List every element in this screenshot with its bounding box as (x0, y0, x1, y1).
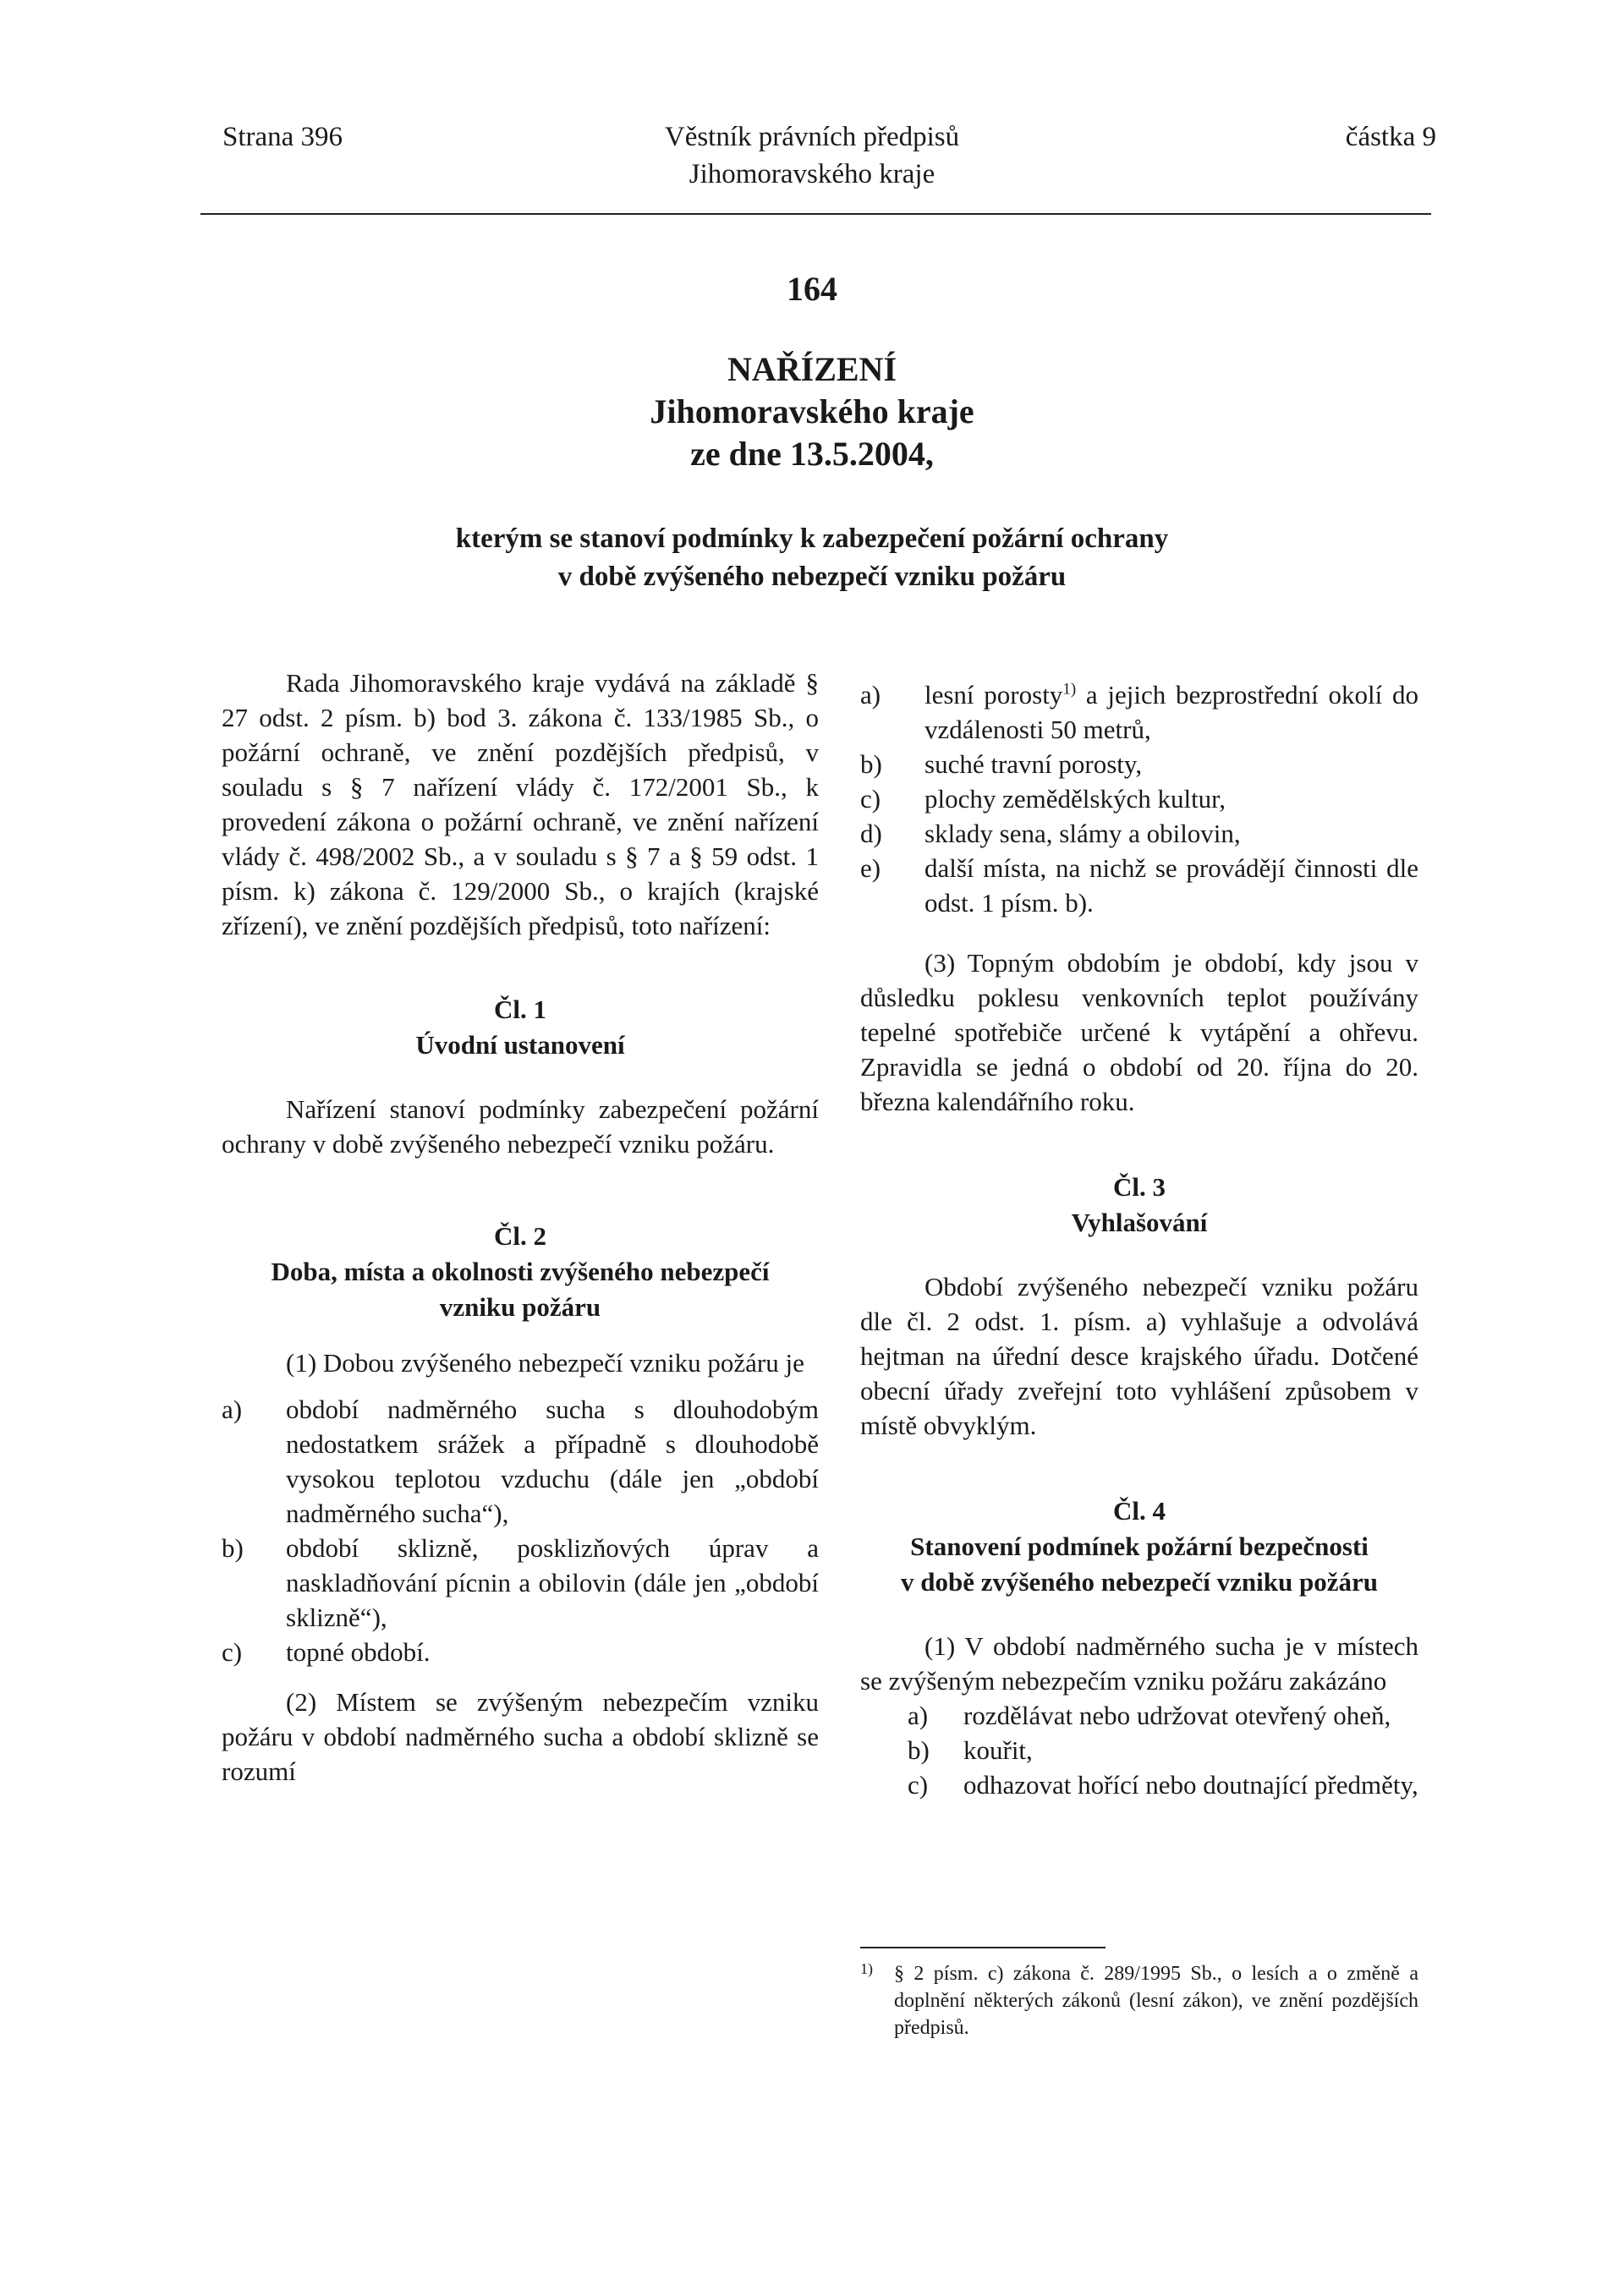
header-rule (200, 213, 1431, 215)
article-2-heading (222, 1219, 819, 1325)
list-item (860, 677, 1418, 747)
list-item (222, 1531, 819, 1635)
list-item-marker: b) (908, 1735, 930, 1765)
list-item-text: plochy zemědělských kultur, (924, 784, 1226, 814)
article-2-paragraph-3: (3) Topným obdobím je období, kdy jsou v důsledku poklesu venkovních teplot používány tepelné spotřebiče určené k vytápění a ohřevu. Zpravidla se jedná o období od 20. října do 20. března kalendářního roku. (860, 948, 1418, 1116)
journal-title-line1: Věstník právních předpisů (664, 122, 960, 152)
article-3-text: Období zvýšeného nebezpečí vzniku požáru dle čl. 2 odst. 1. písm. a) vyhlašuje a odvolává hejtman na úřední desce krajského úřadu. Dotčené obecní úřady zveřejní toto vyhlášení způsobem v místě obvyklým. (860, 1272, 1418, 1440)
journal-title-line2: Jihomoravského kraje (689, 159, 935, 189)
article-4-number: Čl. 4 (1113, 1496, 1166, 1526)
article-3-number: Čl. 3 (1113, 1172, 1166, 1202)
document-number: 164 (787, 270, 837, 308)
list-item-text: suché travní porosty, (924, 749, 1143, 779)
list-item-marker: e) (860, 853, 881, 883)
list-item-text: období sklizně, posklizňových úprav a naskladňování pícnin a obilovin (dále jen „období sklizně“), (286, 1533, 819, 1632)
page-number-label: Strana 396 (222, 122, 343, 152)
article-2-paragraph-2-list (860, 677, 1418, 920)
list-item (860, 851, 1418, 920)
article-4-title-line2: v době zvýšeného nebezpečí vzniku požáru (900, 1567, 1379, 1597)
left-column (222, 666, 819, 1789)
footnote-marker: 1) (860, 1960, 873, 1977)
footnote-text: § 2 písm. c) zákona č. 289/1995 Sb., o lesích a o změně a doplnění některých zákonů (lesní zákon), ve znění pozdějších předpisů. (894, 1963, 1418, 2039)
list-item-text: kouřit, (963, 1735, 1033, 1765)
list-item (860, 781, 1418, 816)
part-label: částka 9 (1345, 122, 1436, 152)
footnote (860, 1960, 1418, 2041)
article-1-title: Úvodní ustanovení (415, 1030, 625, 1060)
article-2-title-line2: vzniku požáru (439, 1292, 601, 1322)
list-item-text: další místa, na nichž se provádějí činnosti dle odst. 1 písm. b). (924, 853, 1418, 918)
article-2-number: Čl. 2 (494, 1221, 546, 1251)
document-title-line2: Jihomoravského kraje (650, 392, 974, 430)
document-title (0, 348, 1624, 475)
list-item-text: odhazovat hořící nebo doutnající předměty, (963, 1770, 1418, 1800)
list-item-text: období nadměrného sucha s dlouhodobým nedostatkem srážek a případně s dlouhodobě vysokou teplotou vzduchu (dále jen „období nadměrného sucha“), (286, 1395, 819, 1528)
list-item-marker: b) (222, 1533, 244, 1563)
list-item (860, 747, 1418, 781)
list-item (908, 1767, 1418, 1802)
list-item-text-continued: a jejich bezprostřední okolí do vzdálenosti 50 metrů, (924, 680, 1418, 744)
document-subject-line1: kterým se stanoví podmínky k zabezpečení požární ochrany (455, 523, 1169, 554)
article-4-paragraph-1-list (860, 1698, 1418, 1802)
list-item (222, 1635, 819, 1669)
article-4-title-line1: Stanovení podmínek požární bezpečnosti (910, 1532, 1369, 1561)
list-item-marker: d) (860, 819, 882, 848)
article-1-number: Čl. 1 (494, 995, 546, 1024)
article-2-paragraph-2: (2) Místem se zvýšeným nebezpečím vzniku požáru v období nadměrného sucha a období sklizně se rozumí (222, 1687, 819, 1786)
list-item (222, 1392, 819, 1531)
right-column (860, 666, 1418, 1802)
article-1-text: Nařízení stanoví podmínky zabezpečení požární ochrany v době zvýšeného nebezpečí vzniku požáru. (222, 1094, 819, 1159)
list-item-marker: b) (860, 749, 882, 779)
list-item-text: rozdělávat nebo udržovat otevřený oheň, (963, 1701, 1391, 1730)
article-2-title-line1: Doba, místa a okolnosti zvýšeného nebezpečí (271, 1257, 770, 1286)
list-item (908, 1733, 1418, 1767)
document-subject-line2: v době zvýšeného nebezpečí vzniku požáru (557, 562, 1067, 592)
document-title-line3: ze dne 13.5.2004, (690, 435, 934, 473)
list-item-marker: a) (860, 680, 881, 710)
document-subject (0, 520, 1624, 596)
article-2-paragraph-1-list (222, 1392, 819, 1669)
list-item-marker: a) (222, 1395, 243, 1424)
document-title-line1: NAŘÍZENÍ (727, 350, 897, 388)
list-item (860, 816, 1418, 851)
article-3-title: Vyhlašování (1071, 1208, 1208, 1237)
list-item-marker: c) (908, 1770, 929, 1800)
footnote-rule (860, 1947, 1106, 1948)
list-item-marker: a) (908, 1701, 929, 1730)
article-3-heading (860, 1170, 1418, 1241)
list-item-text: topné období. (286, 1637, 431, 1667)
list-item-text: lesní porosty (924, 680, 1063, 710)
list-item (908, 1698, 1418, 1733)
article-1-heading (222, 992, 819, 1063)
footnote-reference: 1) (1062, 680, 1077, 699)
article-4-heading (860, 1493, 1418, 1600)
list-item-marker: c) (222, 1637, 243, 1667)
intro-paragraph: Rada Jihomoravského kraje vydává na základě § 27 odst. 2 písm. b) bod 3. zákona č. 133/1985 Sb., o požární ochraně, ve znění pozdějších předpisů, v souladu s § 7 nařízení vlády č. 172/2001 Sb., k provedení zákona o požární ochraně, ve znění nařízení vlády č. 498/2002 Sb., a v souladu s § 7 a § 59 odst. 1 písm. k) zákona č. 129/2000 Sb., o krajích (krajské zřízení), ve znění pozdějších předpisů, toto nařízení: (222, 668, 819, 940)
list-item-marker: c) (860, 784, 881, 814)
article-2-paragraph-1: (1) Dobou zvýšeného nebezpečí vzniku požáru je (286, 1348, 804, 1378)
list-item-text: sklady sena, slámy a obilovin, (924, 819, 1241, 848)
article-4-paragraph-1: (1) V období nadměrného sucha je v místech se zvýšeným nebezpečím vzniku požáru zakázáno (860, 1631, 1418, 1696)
